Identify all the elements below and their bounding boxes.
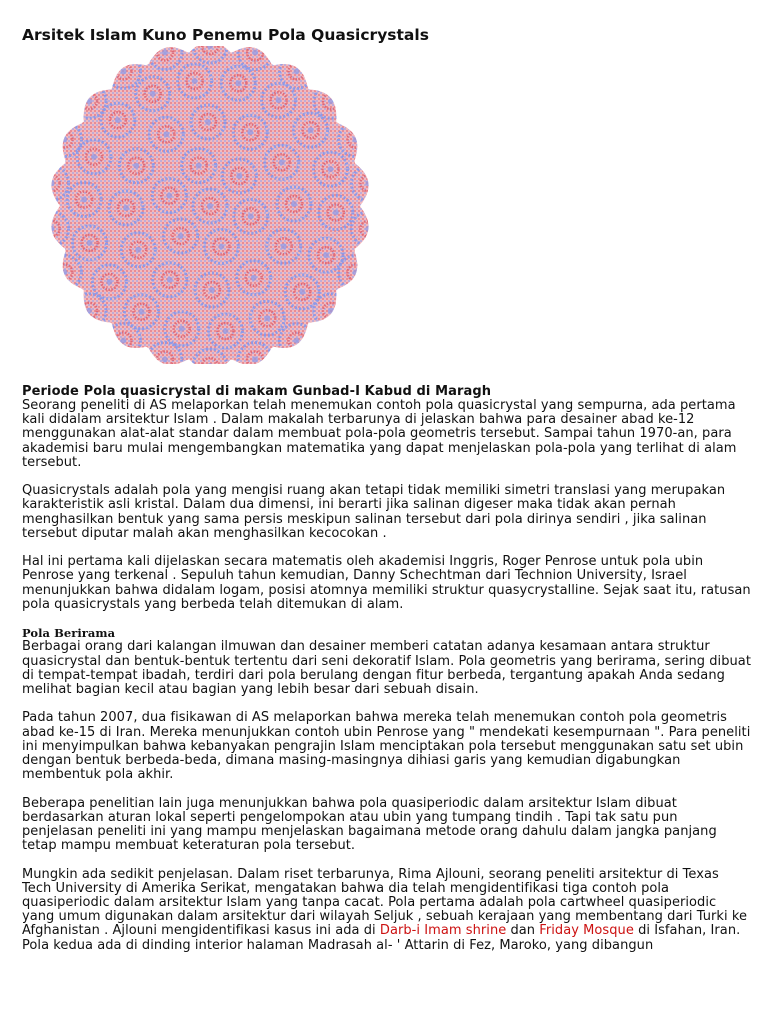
paragraph-6: Beberapa penelitian lain juga menunjukkan bahwa pola quasiperiodic dalam arsitektur Islam dibuat berdasarkan aturan lokal seperti pengelompokan atau ubin yang tumpang tindih . Tapi tak satu pun penjelasan peneliti ini yang mampu menjelaskan bagaimana metode orang dahulu dalam jangka panjang tetap mampu membuat keteraturan pola tersebut.: [22, 795, 717, 854]
quasicrystal-tiling-icon: [22, 46, 402, 364]
paragraph-7-start: Mungkin ada sedikit penjelasan. Dalam riset terbarunya, Rima Ajlouni, seorang peneliti arsitektur di Texas Tech University di Amerika Serikat, mengatakan bahwa dia telah mengidentifikasi tiga contoh pola quasiperiodic dalam arsitektur Islam yang tanpa cacat. Pola pertama adalah pola cartwheel quasiperiodic yang umum digunakan dalam arsitektur dari wilayah Seljuk , sebuah kerajaan yang membentang dari Turki ke Afghanistan . Ajlouni mengidentifikasi kasus ini ada di: [22, 866, 748, 939]
section-heading: Pola Berirama: [22, 626, 116, 641]
darb-i-imam-link[interactable]: Darb-i Imam shrine: [379, 923, 507, 939]
paragraph-5: Pada tahun 2007, dua fisikawan di AS melaporkan bahwa mereka telah menemukan contoh pola geometris abad ke-15 di Iran. Mereka menunjukkan contoh ubin Penrose yang " mendekati kesempurnaan ". Para peneliti ini menyimpulkan bahwa kebanyakan pengrajin Islam menciptakan pola tersebut menggunakan satu set ubin dengan bentuk berbeda-beda, dimana masing-masingnya dihiasi garis yang kemudian digabungkan membentuk pola akhir.: [22, 710, 751, 783]
paragraph-7-mid: dan: [506, 923, 540, 939]
paragraph-7-end: di Isfahan, Iran. Pola kedua ada di dinding interior halaman Madrasah al- ' Attarin di Fez, Maroko, yang dibangun: [22, 923, 741, 953]
paragraph-4: Berbagai orang dari kalangan ilmuwan dan desainer memberi catatan adanya kesamaan antara struktur quasicrystal dan bentuk-bentuk tertentu dari seni dekoratif Islam. Pola geometris yang berirama, sering dibuat di tempat-tempat ibadah, terdiri dari pola berulang dengan fitur berbeda, tergantung apakah Anda sedang melihat bagian kecil atau bagian yang lebih besar dari sebuah disain.: [22, 639, 751, 698]
figure-caption: Periode Pola quasicrystal di makam Gunbad-I Kabud di Maragh: [22, 384, 492, 399]
paragraph-7: [22, 868, 752, 953]
paragraph-2: Quasicrystals adalah pola yang mengisi ruang akan tetapi tidak memiliki simetri translasi yang merupakan karakteristik asli kristal. Dalam dua dimensi, ini berarti jika salinan digeser maka tidak akan pernah menghasilkan bentuk yang sama persis meskipun salinan tersebut dari pola dirinya sendiri , jika salinan tersebut diputar malah akan menghasilkan kecocokan .: [22, 483, 726, 541]
paragraph-1: Seorang peneliti di AS melaporkan telah menemukan contoh pola quasicrystal yang sempurna, ada pertama kali didalam arsitektur Islam . Dalam makalah terbarunya di jelaskan bahwa para desainer abad ke-12 menggunakan alat-alat standar dalam membuat pola-pola geometris tersebut. Sampai tahun 1970-an, para akademisi baru mulai mengembangkan matematika yang dapat menjelaskan pola-pola yang terlihat di alam tersebut.: [22, 398, 737, 470]
friday-mosque-link[interactable]: Friday Mosque: [539, 923, 634, 939]
article-body: [22, 399, 752, 967]
paragraph-3: Hal ini pertama kali dijelaskan secara matematis oleh akademisi Inggris, Roger Penrose untuk pola ubin Penrose yang terkenal . Sepuluh tahun kemudian, Danny Schechtman dari Technion University, Israel menunjukkan bahwa didalam logam, posisi atomnya memiliki struktur quasycrystalline. Sejak saat itu, ratusan pola quasicrystals yang berbeda telah ditemukan di alam.: [22, 554, 751, 612]
quasicrystal-figure: [22, 46, 402, 364]
page-title: Arsitek Islam Kuno Penemu Pola Quasicrystals: [22, 26, 429, 44]
